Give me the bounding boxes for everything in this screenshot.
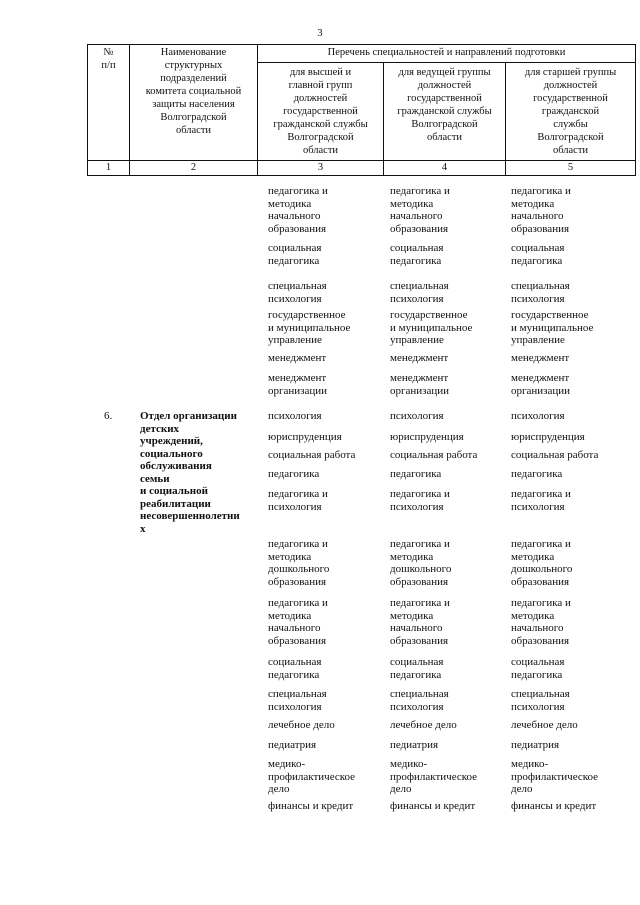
header-col-senior: для старшей группы должностей государственной гражданской службы Волгоградской области [524,67,617,156]
header-col-leading: для ведущей группы должностей государственной гражданской службы Волгоградской области [397,67,492,143]
specialty-item: социальная работа [511,449,599,461]
specialty-item: психология [511,410,565,422]
section-title: Отдел организации детских учреждений, социального обслуживания семьи и социальной реабилитации несовершеннолетни х [140,410,240,535]
specialty-item: педагогика [390,468,442,480]
specialty-item: специальная психология [268,280,327,305]
specialty-item: государственное и муниципальное управление [268,309,351,346]
column-number-3: 3 [317,162,324,173]
specialty-item: менеджмент организации [511,372,571,397]
specialty-item: социальная работа [268,449,356,461]
specialty-item: медико- профилактическое дело [268,758,356,795]
specialty-item: лечебное дело [511,719,578,731]
column-number-2: 2 [190,162,197,173]
specialty-item: менеджмент [511,352,570,364]
specialty-item: педиатрия [268,739,317,751]
column-number-5: 5 [567,162,574,173]
page-number: 3 [317,28,323,39]
specialty-item: педиатрия [511,739,560,751]
specialty-item: государственное и муниципальное управление [511,309,594,346]
specialty-item: юриспруденция [511,431,585,443]
specialty-item: педиатрия [390,739,439,751]
specialty-item: педагогика и психология [268,488,328,513]
specialty-item: социальная педагогика [390,656,444,681]
specialty-item: финансы и кредит [268,800,354,812]
specialty-item: педагогика и методика начального образования [390,597,450,647]
specialty-item: педагогика и методика дошкольного образования [511,538,573,588]
specialty-item: юриспруденция [268,431,342,443]
header-group-title: Перечень специальностей и направлений подготовки [327,47,566,58]
specialty-item: педагогика и методика начального образования [268,597,328,647]
specialty-item: социальная педагогика [390,242,444,267]
specialty-item: финансы и кредит [390,800,476,812]
specialty-item: медико- профилактическое дело [511,758,599,795]
specialty-item: лечебное дело [390,719,457,731]
specialty-item: педагогика и методика начального образования [390,185,450,235]
specialty-item: социальная педагогика [511,656,565,681]
specialty-item: социальная работа [390,449,478,461]
specialty-item: специальная психология [390,280,449,305]
specialty-item: педагогика и методика начального образования [511,597,571,647]
specialty-item: педагогика и методика дошкольного образования [390,538,452,588]
specialty-item: менеджмент организации [390,372,450,397]
specialty-item: педагогика и методика дошкольного образования [268,538,330,588]
specialty-item: менеджмент [390,352,449,364]
specialty-item: психология [390,410,444,422]
specialty-item: медико- профилактическое дело [390,758,478,795]
header-col-number: № п/п [101,47,116,71]
specialty-item: специальная психология [511,688,570,713]
row-number: 6. [104,410,113,422]
specialty-item: социальная педагогика [268,656,322,681]
specialty-item: педагогика [511,468,563,480]
column-number-4: 4 [441,162,448,173]
column-number-1: 1 [105,162,112,173]
specialty-item: финансы и кредит [511,800,597,812]
specialty-item: специальная психология [511,280,570,305]
specialty-item: психология [268,410,322,422]
specialty-item: юриспруденция [390,431,464,443]
table-header [87,44,636,176]
specialty-item: педагогика [268,468,320,480]
header-col-name: Наименование структурных подразделений комитета социальной защиты населения Волгоградской области [145,47,242,136]
specialty-item: педагогика и методика начального образования [511,185,571,235]
specialty-item: лечебное дело [268,719,335,731]
specialty-item: педагогика и психология [390,488,450,513]
specialty-item: менеджмент организации [268,372,328,397]
specialty-item: социальная педагогика [511,242,565,267]
specialty-item: менеджмент [268,352,327,364]
specialty-item: педагогика и методика начального образования [268,185,328,235]
specialty-item: социальная педагогика [268,242,322,267]
specialty-item: специальная психология [390,688,449,713]
specialty-item: педагогика и психология [511,488,571,513]
specialty-item: специальная психология [268,688,327,713]
header-col-higher: для высшей и главной групп должностей государственной гражданской службы Волгоградской области [273,67,368,156]
specialty-item: государственное и муниципальное управление [390,309,473,346]
